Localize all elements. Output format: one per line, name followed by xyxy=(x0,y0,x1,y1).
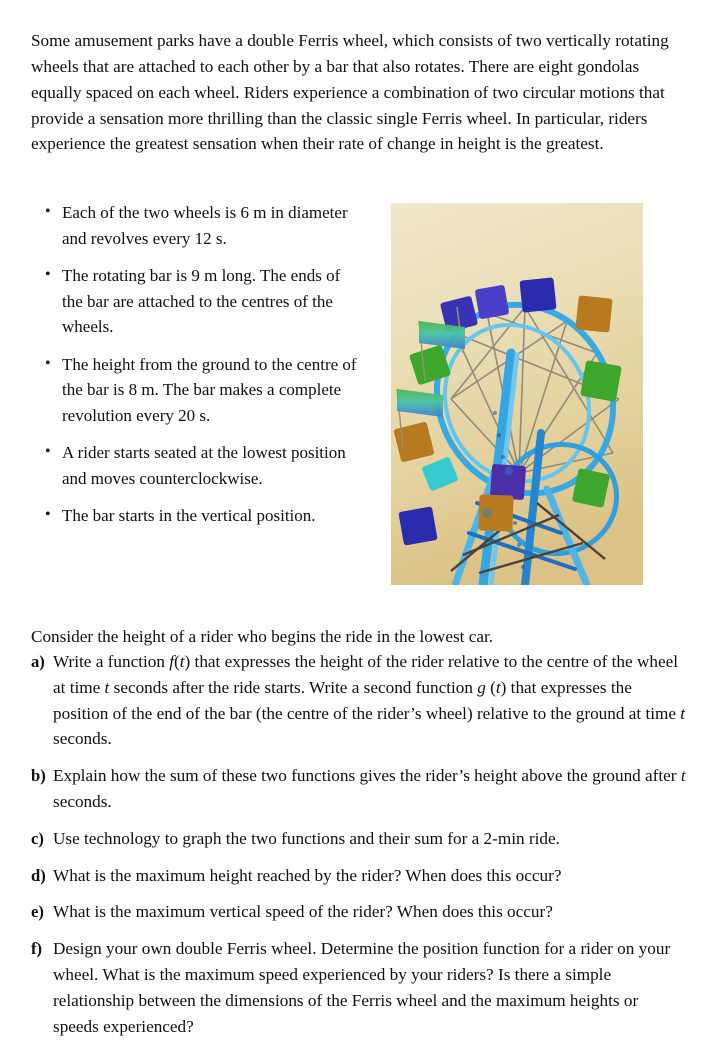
question-text: Write a function f(t) that expresses the height of the rider relative to the centre of the wheel at time t seconds after the ride starts. Write a second function g (t) that expresses the position of the end of the bar (the centre of the rider’s wheel) relative to the ground at time t seconds. xyxy=(53,652,686,749)
question-marker: c) xyxy=(31,828,44,848)
questions-list xyxy=(31,649,686,1050)
question-item-d xyxy=(31,863,686,889)
question-marker: b) xyxy=(31,766,46,786)
ferris-wheel-illustration xyxy=(391,203,643,585)
question-marker: d) xyxy=(31,865,46,885)
question-item-a xyxy=(31,649,686,752)
question-item-e xyxy=(31,899,686,925)
question-marker: a) xyxy=(31,652,45,671)
list-item: • The height from the ground to the centre of the bar is 8 m. The bar makes a complete revolution every 20 s. xyxy=(31,352,361,429)
question-text: Explain how the sum of these two functions gives the rider’s height above the ground after t seconds. xyxy=(53,766,686,811)
question-marker: e) xyxy=(31,902,44,922)
question-text: What is the maximum vertical speed of the rider? When does this occur? xyxy=(53,902,553,922)
question-text: Design your own double Ferris wheel. Determine the position function for a rider on your wheel. What is the maximum speed experienced by your riders? Is there a simple relationship between the dimensions of the Ferris wheel and the maximum heights or speeds experienced? xyxy=(53,939,671,1036)
list-item: • The bar starts in the vertical position. xyxy=(31,503,361,529)
list-item: • A rider starts seated at the lowest position and moves counterclockwise. xyxy=(31,440,361,491)
question-item-b xyxy=(31,763,686,815)
ferris-wheel-photo xyxy=(391,203,643,585)
consider-line: Consider the height of a rider who begins the ride in the lowest car. xyxy=(31,627,494,647)
list-item: • Each of the two wheels is 6 m in diameter and revolves every 12 s. xyxy=(31,200,361,251)
question-marker: f) xyxy=(31,939,43,959)
question-item-c xyxy=(31,826,686,852)
ferris-wheel-facts-list xyxy=(31,200,361,541)
list-item: • The rotating bar is 9 m long. The ends of the bar are attached to the centres of the wheels. xyxy=(31,263,361,340)
intro-paragraph: Some amusement parks have a double Ferris wheel, which consists of two vertically rotating wheels that are attached to each other by a bar that also rotates. There are eight gondolas equally spaced on each wheel. Riders experience a combination of two circular motions that provide a sensation more thrilling than the classic single Ferris wheel. In particular, riders experience the greatest sensation when their rate of change in height is the greatest. xyxy=(31,31,669,154)
question-text: Use technology to graph the two functions and their sum for a 2-min ride. xyxy=(53,828,560,848)
question-text: What is the maximum height reached by the rider? When does this occur? xyxy=(53,865,562,885)
